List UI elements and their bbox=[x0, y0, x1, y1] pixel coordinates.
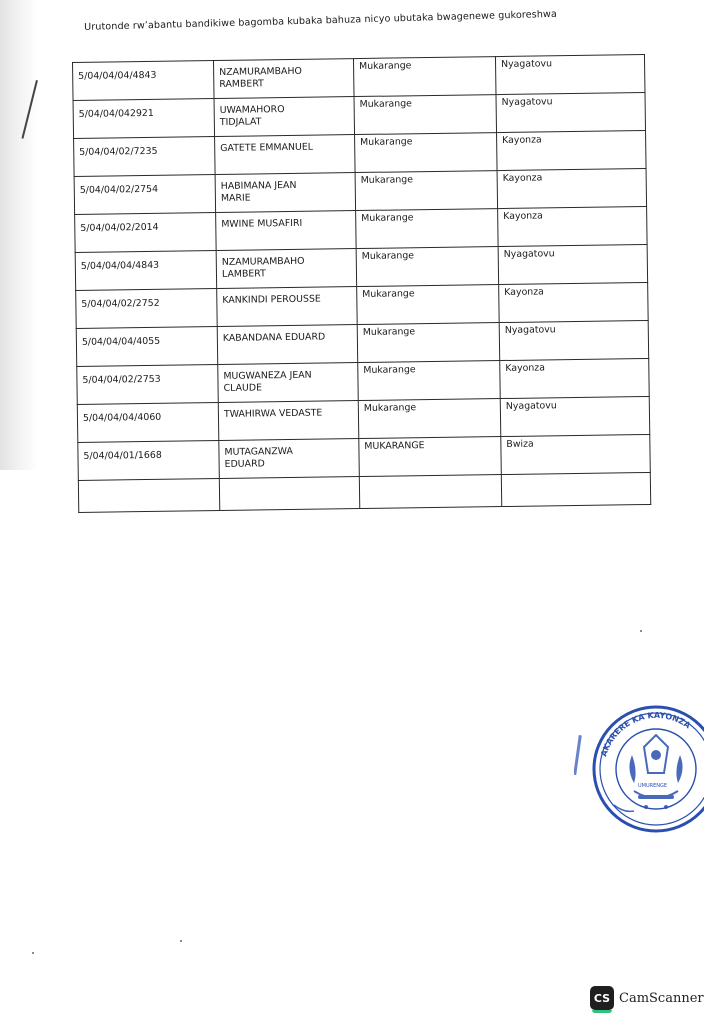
sector-cell: Mukarange bbox=[354, 95, 497, 135]
owner-name-line: EDUARD bbox=[224, 458, 265, 470]
cell-location-cell: Kayonza bbox=[497, 168, 647, 208]
owner-name-line: TIDJALAT bbox=[219, 116, 262, 128]
sector-cell: Mukarange bbox=[353, 57, 496, 97]
owner-name-cell bbox=[215, 173, 356, 213]
parcel-id-cell: 5/04/04/02/2754 bbox=[74, 175, 216, 215]
owner-name-line: CLAUDE bbox=[223, 382, 263, 394]
page-edge-shadow bbox=[0, 0, 38, 470]
stamp-inner-text: UMURENGE bbox=[638, 783, 668, 789]
sector-cell: Mukarange bbox=[356, 247, 499, 287]
document-heading: Urutonde rw’abantu bandikiwe bagomba kubaka bahuza nicyo ubutaka bwagenewe gukoreshwa bbox=[84, 8, 558, 33]
parcel-id-cell: 5/04/04/02/2752 bbox=[76, 289, 218, 329]
camscanner-logo-icon: CS bbox=[590, 986, 614, 1010]
scan-speck bbox=[32, 952, 34, 954]
owner-name-cell bbox=[215, 135, 356, 175]
sector-cell: Mukarange bbox=[358, 399, 501, 439]
parcel-id-cell: 5/04/04/01/1668 bbox=[78, 440, 220, 480]
cell-location-cell: Kayonza bbox=[497, 130, 647, 170]
owner-name-line: NZAMURAMBAHO bbox=[219, 65, 302, 78]
empty-cell bbox=[359, 475, 501, 509]
camscanner-label: CamScanner bbox=[619, 990, 704, 1006]
parcel-id-cell: 5/04/04/04/4843 bbox=[75, 251, 217, 291]
sector-cell: Mukarange bbox=[358, 361, 501, 401]
owner-name-cell bbox=[216, 249, 357, 289]
registry-table bbox=[72, 54, 651, 513]
owner-name-line: HABIMANA JEAN bbox=[220, 179, 297, 192]
owner-name-cell bbox=[218, 401, 359, 441]
owner-name-line: TWAHIRWA VEDASTE bbox=[223, 407, 323, 420]
sector-cell: Mukarange bbox=[355, 133, 498, 173]
owner-name-line: UWAMAHORO bbox=[219, 104, 285, 116]
sector-cell: Mukarange bbox=[356, 209, 499, 249]
owner-name-line: NZAMURAMBAHO bbox=[221, 255, 305, 268]
owner-name-line: MUGWANEZA JEAN bbox=[223, 369, 312, 382]
cell-location-cell: Nyagatovu bbox=[500, 396, 650, 436]
owner-name-cell bbox=[214, 97, 355, 137]
owner-name-cell bbox=[216, 211, 357, 251]
camscanner-watermark bbox=[590, 986, 704, 1010]
scan-speck bbox=[180, 940, 182, 942]
registry-sheet bbox=[72, 54, 650, 513]
parcel-id-cell: 5/04/04/042921 bbox=[73, 99, 215, 139]
cell-location-cell: Nyagatovu bbox=[496, 93, 646, 133]
cell-location-cell: Kayonza bbox=[500, 358, 650, 398]
cell-location-cell: Kayonza bbox=[498, 206, 648, 246]
parcel-id-cell: 5/04/04/04/4055 bbox=[76, 326, 218, 366]
cell-location-cell: Nyagatovu bbox=[495, 55, 645, 95]
sector-cell: MUKARANGE bbox=[359, 437, 502, 477]
scan-speck bbox=[640, 630, 642, 632]
empty-table-row bbox=[78, 472, 650, 512]
owner-name-line: KANKINDI PEROUSSE bbox=[222, 293, 321, 306]
parcel-id-cell: 5/04/04/02/2014 bbox=[75, 213, 217, 253]
owner-name-line: RAMBERT bbox=[219, 78, 264, 90]
owner-name-line: MUTAGANZWA bbox=[224, 445, 294, 458]
owner-name-line: KABANDANA EDUARD bbox=[222, 331, 326, 344]
owner-name-line: LAMBERT bbox=[221, 268, 266, 280]
cell-location-cell: Bwiza bbox=[501, 434, 651, 474]
owner-name-cell bbox=[219, 439, 360, 479]
cell-location-cell: Nyagatovu bbox=[499, 320, 649, 360]
owner-name-line: MARIE bbox=[220, 192, 251, 204]
official-stamp bbox=[574, 695, 704, 845]
owner-name-cell bbox=[217, 287, 358, 327]
sector-cell: Mukarange bbox=[357, 285, 500, 325]
owner-name-line: MWINE MUSAFIRI bbox=[221, 217, 303, 230]
empty-cell bbox=[219, 477, 359, 511]
sector-cell: Mukarange bbox=[355, 171, 498, 211]
parcel-id-cell: 5/04/04/04/4843 bbox=[73, 61, 215, 101]
owner-name-line: GATETE EMMANUEL bbox=[220, 141, 314, 154]
svg-text:AKARERE KA KAYONZA bbox=[599, 711, 692, 758]
parcel-id-cell: 5/04/04/04/4060 bbox=[77, 402, 219, 442]
registry-table-body bbox=[73, 55, 651, 513]
cell-location-cell: Kayonza bbox=[499, 282, 649, 322]
stamp-top-text: AKARERE KA KAYONZA bbox=[599, 710, 693, 758]
empty-cell bbox=[78, 478, 219, 512]
owner-name-cell bbox=[217, 325, 358, 365]
owner-name-cell bbox=[213, 59, 354, 99]
owner-name-cell bbox=[218, 363, 359, 403]
sector-cell: Mukarange bbox=[357, 323, 500, 363]
parcel-id-cell: 5/04/04/02/2753 bbox=[77, 364, 219, 404]
parcel-id-cell: 5/04/04/02/7235 bbox=[74, 137, 216, 177]
empty-cell bbox=[501, 472, 650, 506]
cell-location-cell: Nyagatovu bbox=[498, 244, 648, 284]
